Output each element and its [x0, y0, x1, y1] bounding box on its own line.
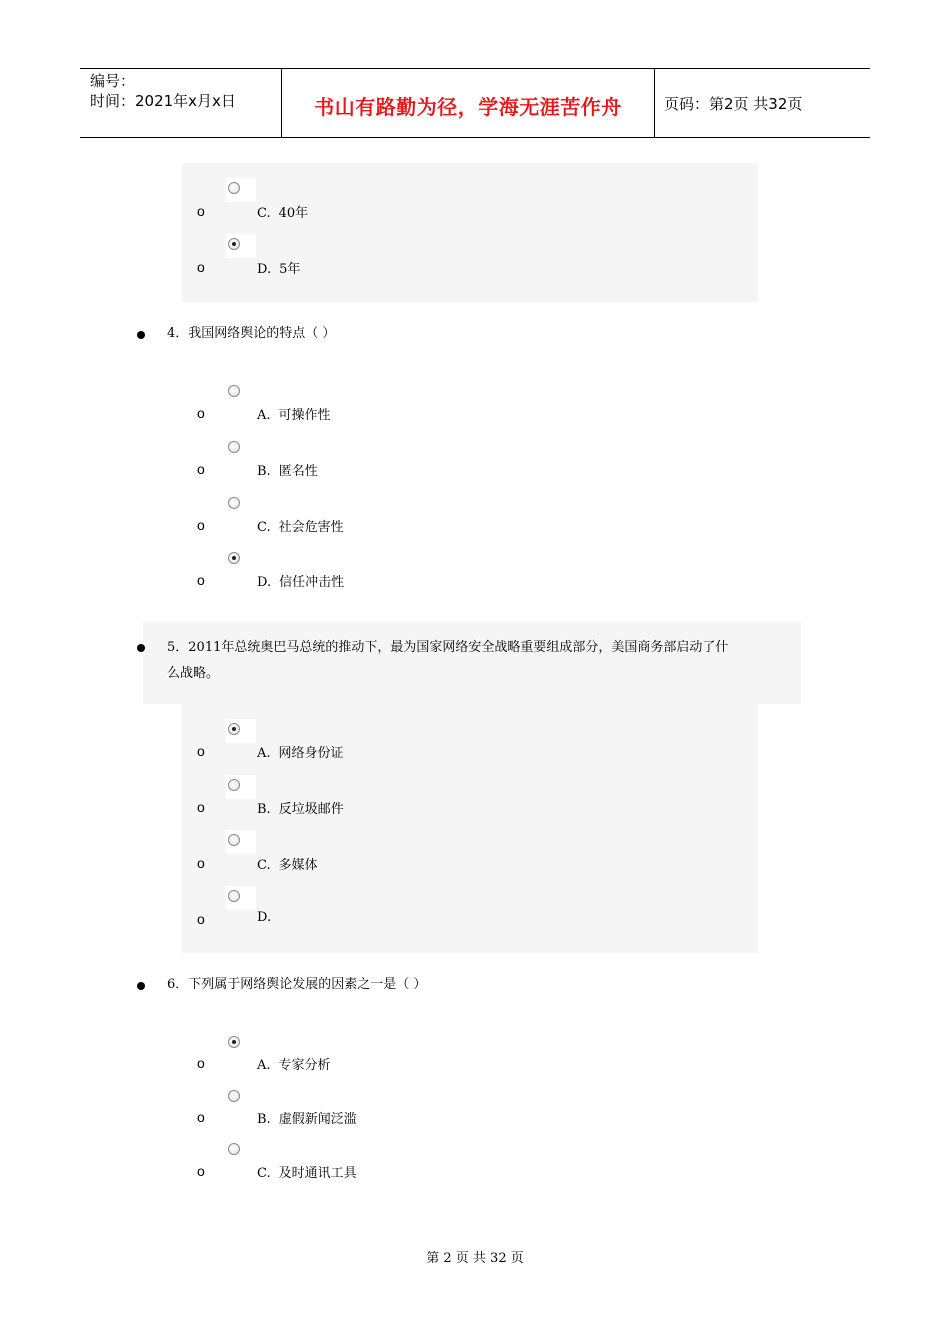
question-5-text — [167, 635, 787, 687]
q4-option-d-radio[interactable] — [228, 552, 240, 564]
option-text: 反垃圾邮件 — [278, 802, 344, 817]
option-radio-frame — [226, 775, 256, 799]
question-5-line-1: 5．2011年总统奥巴马总统的推动下，最为国家网络安全战略重要组成部分，美国商务部启动了什 — [167, 640, 729, 655]
q4-option-b-radio[interactable] — [228, 441, 240, 453]
option-text: 匿名性 — [278, 464, 318, 479]
document-time-label: 时间：2021年x月x日 — [90, 92, 236, 110]
page-header — [80, 68, 870, 138]
option-radio-frame — [226, 493, 256, 517]
option-text: 信任冲击性 — [279, 575, 345, 590]
option-text: 网络身份证 — [278, 746, 344, 761]
option-radio-frame — [226, 178, 256, 202]
option-text: 可操作性 — [278, 408, 331, 423]
question-5-line-2: 么战略。 — [167, 666, 220, 681]
q3-option-c-label — [257, 202, 308, 221]
q4-option-c-radio[interactable] — [228, 497, 240, 509]
option-letter: A. — [257, 408, 271, 423]
question-bullet — [137, 331, 145, 339]
option-radio-frame — [226, 1032, 256, 1056]
header-motto: 书山有路勤为径，学海无涯苦作舟 — [314, 95, 622, 119]
option-letter: C. — [257, 858, 271, 873]
option-bullet: o — [197, 259, 205, 275]
option-bullet: o — [197, 911, 205, 927]
option-text: 多媒体 — [278, 858, 318, 873]
option-text: 虚假新闻泛滥 — [278, 1112, 357, 1127]
document-number-label: 编号： — [90, 72, 136, 90]
option-letter: C. — [257, 520, 271, 535]
page-footer: 第 2 页 共 32 页 — [426, 1251, 524, 1266]
option-radio-frame — [226, 719, 256, 743]
q6-option-c-label — [257, 1162, 357, 1181]
q3-option-d-radio[interactable] — [228, 238, 240, 250]
q5-option-a-radio[interactable] — [228, 723, 240, 735]
question-4-text: 4．我国网络舆论的特点（ ） — [167, 326, 336, 341]
q4-option-d-label — [257, 571, 344, 590]
q3-option-c-radio[interactable] — [228, 182, 240, 194]
option-radio-frame — [226, 381, 256, 405]
q6-option-a-radio[interactable] — [228, 1036, 240, 1048]
q4-option-a-label — [257, 404, 331, 423]
option-text: 社会危害性 — [278, 520, 344, 535]
option-bullet: o — [197, 799, 205, 815]
option-letter: B. — [257, 464, 271, 479]
option-radio-frame — [226, 1086, 256, 1110]
option-letter: A. — [257, 746, 271, 761]
option-bullet: o — [197, 405, 205, 421]
option-text: 5年 — [279, 262, 301, 277]
q4-option-a-radio[interactable] — [228, 385, 240, 397]
option-letter: A. — [257, 1058, 271, 1073]
header-page-number: 页码：第2页 共32页 — [664, 95, 803, 113]
header-divider — [654, 69, 655, 137]
option-bullet: o — [197, 517, 205, 533]
option-letter: B. — [257, 1112, 271, 1127]
option-letter: C. — [257, 206, 271, 221]
question-3-options-panel — [182, 163, 758, 302]
q5-option-b-radio[interactable] — [228, 779, 240, 791]
q6-option-a-label — [257, 1054, 331, 1073]
option-radio-frame — [226, 437, 256, 461]
header-meta — [90, 71, 236, 111]
option-bullet: o — [197, 1163, 205, 1179]
option-bullet: o — [197, 572, 205, 588]
option-letter: D. — [257, 575, 272, 590]
question-bullet — [137, 644, 145, 652]
option-bullet: o — [197, 203, 205, 219]
option-bullet: o — [197, 461, 205, 477]
question-bullet — [137, 982, 145, 990]
q5-option-c-label — [257, 854, 318, 873]
option-text: 40年 — [278, 206, 309, 221]
option-bullet: o — [197, 1055, 205, 1071]
option-radio-frame — [226, 1139, 256, 1163]
option-bullet: o — [197, 1109, 205, 1125]
option-radio-frame — [226, 830, 256, 854]
q5-option-d-label — [257, 910, 279, 925]
q6-option-b-label — [257, 1108, 357, 1127]
q4-option-c-label — [257, 516, 344, 535]
q5-option-c-radio[interactable] — [228, 834, 240, 846]
option-letter: C. — [257, 1166, 271, 1181]
option-letter: D. — [257, 262, 272, 277]
option-letter: B. — [257, 802, 271, 817]
option-letter: D. — [257, 910, 272, 925]
q4-option-b-label — [257, 460, 318, 479]
q6-option-b-radio[interactable] — [228, 1090, 240, 1102]
q5-option-b-label — [257, 798, 344, 817]
option-bullet: o — [197, 743, 205, 759]
q6-option-c-radio[interactable] — [228, 1143, 240, 1155]
option-radio-frame — [226, 234, 256, 258]
q5-option-a-label — [257, 742, 344, 761]
question-6-text: 6．下列属于网络舆论发展的因素之一是（ ） — [167, 977, 427, 992]
option-radio-frame — [226, 548, 256, 572]
option-radio-frame — [226, 886, 256, 910]
q5-option-d-radio[interactable] — [228, 890, 240, 902]
q3-option-d-label — [257, 258, 300, 277]
option-text: 专家分析 — [278, 1058, 331, 1073]
option-bullet: o — [197, 855, 205, 871]
option-text: 及时通讯工具 — [278, 1166, 357, 1181]
